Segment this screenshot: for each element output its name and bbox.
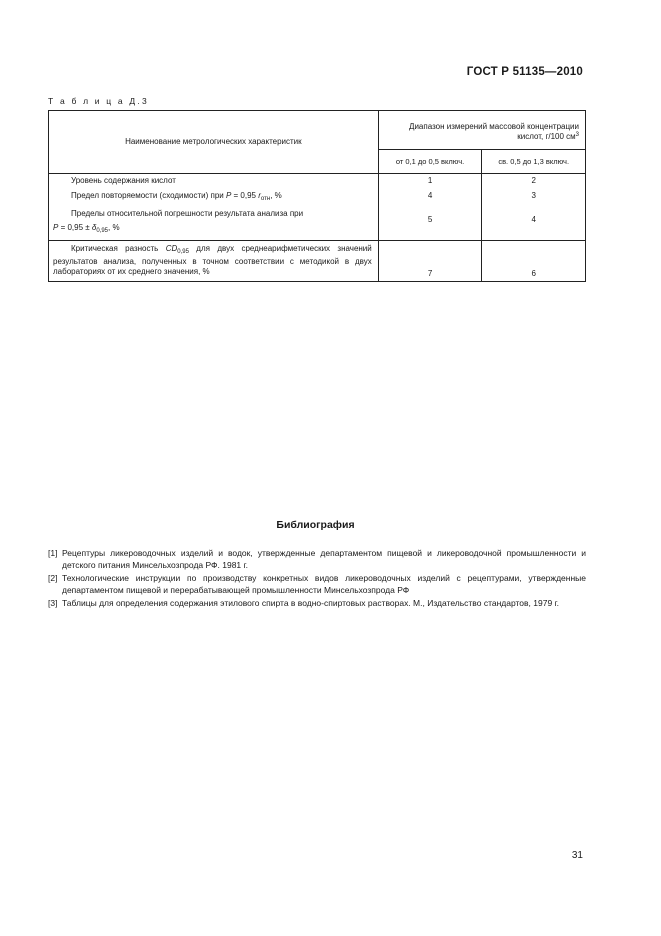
cell-value: 5 xyxy=(427,215,433,224)
cell-value: 6 xyxy=(482,241,586,282)
cell-value: 4 xyxy=(427,191,433,200)
bibliography-text: Таблицы для определения содержания этилового спирта в водно-спиртовых растворах. М., Издательство стандартов, 1979 г. xyxy=(62,598,559,608)
subheader-range-1: от 0,1 до 0,5 включ. xyxy=(378,150,482,174)
row-group-values-1 xyxy=(378,174,482,241)
bibliography-number: [3] xyxy=(48,598,58,608)
bibliography-item xyxy=(48,597,586,609)
row-group-values-2 xyxy=(482,174,586,241)
page-number: 31 xyxy=(571,850,583,861)
table-row xyxy=(49,174,586,241)
document-header: ГОСТ Р 51135—2010 xyxy=(466,66,583,78)
row-label-level: Уровень содержания кислот xyxy=(71,176,176,185)
cell-value: 2 xyxy=(531,176,536,185)
row-label-repeatability: Предел повторяемости (сходимости) при Р = 0,95 $r_{отн}$, % xyxy=(71,191,282,202)
range-header-superscript: 3 xyxy=(575,132,579,138)
bibliography-item xyxy=(48,572,586,596)
row-label-accuracy-line2: $Р = 0,95 \pm \delta_{0,95}$, % xyxy=(53,223,120,235)
bibliography-list xyxy=(48,547,586,610)
cell-value: 4 xyxy=(531,215,536,224)
range-header-text: Диапазон измерений массовой концентрации кислот, г/100 см xyxy=(409,121,579,141)
bibliography-number: [2] xyxy=(48,573,58,583)
bibliography-number: [1] xyxy=(48,548,58,558)
table-caption: Т а б л и ц а Д.3 xyxy=(48,96,149,106)
row-label-critical-range: Критическая разность $CD_{0,95}$ для двух среднеарифметических значений результатов анализа, полученных в точном соответствии с методикой в двух лабораториях от их среднего значения, % xyxy=(49,241,379,282)
cell-value: 7 xyxy=(378,241,482,282)
row-label-accuracy: Пределы относительной погрешности результата анализа при xyxy=(71,209,304,218)
metrology-table xyxy=(48,110,586,282)
table-header-row xyxy=(49,111,586,150)
cell-value: 1 xyxy=(427,176,433,185)
bibliography-title: Библиография xyxy=(276,519,355,531)
row-group-labels xyxy=(49,174,379,241)
bibliography-item xyxy=(48,547,586,571)
subheader-range-2: св. 0,5 до 1,3 включ. xyxy=(482,150,586,174)
column-header-range xyxy=(378,111,585,150)
table-row xyxy=(49,241,586,282)
bibliography-text: Технологические инструкции по производству конкретных видов ликероводочных изделий с рецептурами, утвержденные департаментом пищевой и перерабатывающей промышленности Минсельхозпрода РФ xyxy=(62,573,586,595)
bibliography-text: Рецептуры ликероводочных изделий и водок, утвержденные департаментом пищевой и ликероводочной промышленности и детского питания Минсельхозпрода РФ. 1981 г. xyxy=(62,548,586,570)
cell-value: 3 xyxy=(531,191,536,200)
column-header-name: Наименование метрологических характеристик xyxy=(49,111,379,174)
